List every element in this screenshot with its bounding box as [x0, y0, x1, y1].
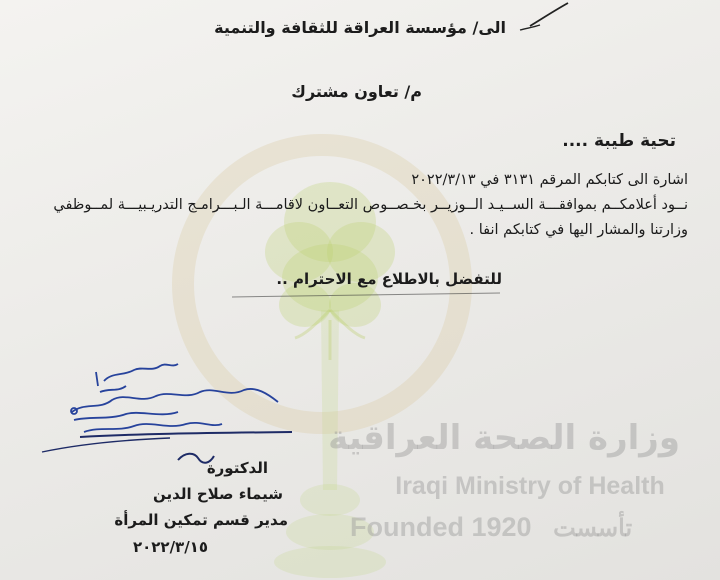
signature-title: الدكتورة: [206, 459, 268, 477]
watermark-founded-en: Founded 1920: [350, 512, 532, 542]
body-line-1: اشارة الى كتابكم المرقم ٣١٣١ في ٢٠٢٢/٣/١٣: [411, 172, 688, 188]
body-line-3: وزارتنا والمشار اليها في كتابكم انفا .: [469, 222, 688, 238]
subject-line: م/ تعاون مشترك: [291, 82, 422, 101]
watermark-founded-ar: تأسست: [553, 515, 633, 542]
body-line-2: نــود أعلامكــم بموافقـــة الســيـد الــوزيــر بخـصــوص التعــاون لاقامـــة الـبـــرامـج التدريـبيـــة لمــوظفي: [53, 197, 688, 213]
watermark-english-name: Iraqi Ministry of Health: [395, 472, 665, 500]
signature-name: شيماء صلاح الدين: [153, 485, 283, 503]
closing-line: للتفضل بالاطلاع مع الاحترام ..: [276, 270, 502, 288]
recipient-line: الى/ مؤسسة العراقة للثقافة والتنمية: [214, 18, 506, 37]
signature-date: ٢٠٢٢/٣/١٥: [132, 538, 208, 556]
greeting-line: تحية طيبة ....: [562, 131, 676, 151]
signature-position: مدير قسم تمكين المرأة: [114, 511, 288, 529]
watermark-arabic-name: وزارة الصحة العراقية: [328, 418, 680, 458]
watermark-founded: [350, 512, 680, 543]
top-check-scribble: [530, 3, 568, 26]
